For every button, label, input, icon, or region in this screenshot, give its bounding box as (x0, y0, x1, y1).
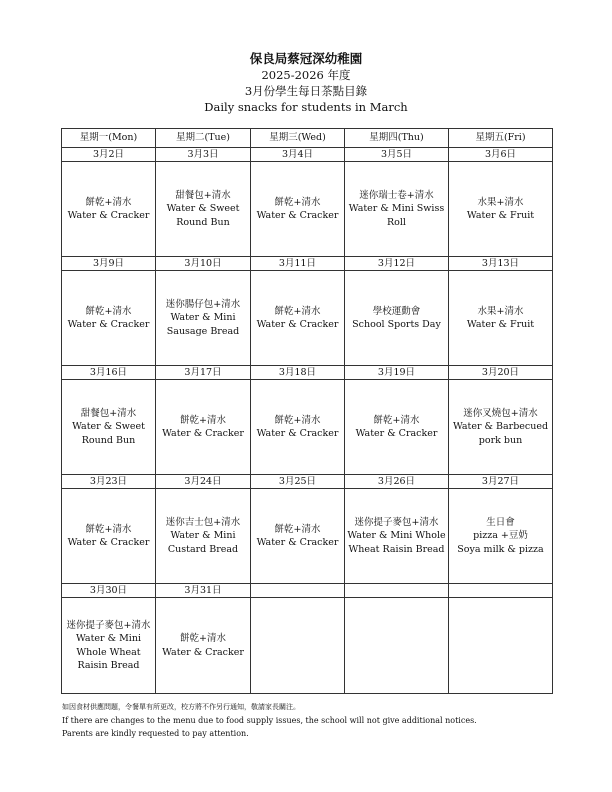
snack-zh: 餅乾+清水 (180, 633, 226, 644)
footer-note-zh: 如因食材供應問題，令餐單有所更改，校方將不作另行通知，敬請家長關注。 (62, 703, 300, 711)
snack-en: Water & Cracker (67, 319, 150, 330)
snack-en: Water & Mini Swiss Roll (348, 203, 445, 228)
date-cell: 3月2日 (62, 148, 156, 162)
document-header (0, 50, 612, 115)
footer-note-en-1: If there are changes to the menu due to food supply issues, the school will not give additional notices. (62, 716, 477, 725)
snack-row (62, 162, 553, 257)
snack-cell (449, 380, 553, 475)
snack-en: Water & Mini Whole Wheat Raisin Bread (75, 633, 141, 671)
date-cell: 3月31日 (156, 584, 251, 598)
snack-menu-table (61, 128, 553, 694)
snack-zh: 餅乾+清水 (180, 414, 226, 426)
date-cell: 3月18日 (251, 366, 345, 380)
snack-en: Water & Cracker (256, 537, 339, 548)
date-cell: 3月30日 (62, 584, 156, 598)
date-row (62, 257, 553, 271)
snack-en: Soya milk & pizza (457, 543, 544, 555)
snack-zh: 迷你提子麥包+清水 (354, 516, 439, 528)
snack-en: Water & Fruit (466, 210, 535, 221)
date-cell: 3月9日 (62, 257, 156, 271)
date-cell: 3月20日 (449, 366, 553, 380)
snack-zh: 餅乾+清水 (274, 523, 321, 535)
snack-cell (62, 380, 156, 475)
date-cell: 3月16日 (62, 366, 156, 380)
date-cell: 3月12日 (345, 257, 449, 271)
date-cell: 3月19日 (345, 366, 449, 380)
snack-cell (345, 489, 449, 584)
snack-zh: 迷你叉燒包+清水 (463, 407, 538, 419)
snack-cell (251, 271, 345, 366)
snack-en: Water & Fruit (466, 319, 535, 330)
snack-en: Water & Barbecued pork bun (452, 421, 549, 446)
date-cell: 3月11日 (251, 257, 345, 271)
snack-cell (345, 271, 449, 366)
weekday-header: 星期二(Tue) (156, 129, 251, 148)
date-cell: 3月24日 (156, 475, 251, 489)
snack-en: School Sports Day (352, 319, 441, 330)
snack-cell (62, 162, 156, 257)
weekday-header: 星期五(Fri) (449, 129, 553, 148)
date-row (62, 584, 553, 598)
snack-cell (449, 162, 553, 257)
weekday-header: 星期四(Thu) (345, 129, 449, 148)
date-cell: 3月26日 (345, 475, 449, 489)
date-row (62, 475, 553, 489)
snack-en: Water & Mini Sausage Bread (166, 312, 240, 337)
snack-en: Water & Cracker (256, 319, 339, 330)
snack-zh: 甜餐包+清水 (175, 189, 231, 201)
snack-cell (156, 162, 251, 257)
snack-cell (449, 489, 553, 584)
snack-en: Water & Cracker (256, 428, 339, 439)
footer-note-en-2: Parents are kindly requested to pay attention. (62, 729, 249, 738)
snack-zh: 餅乾+清水 (373, 414, 420, 426)
date-cell: 3月25日 (251, 475, 345, 489)
snack-cell (345, 380, 449, 475)
weekday-header: 星期一(Mon) (62, 129, 156, 148)
snack-zh: 餅乾+清水 (274, 196, 321, 208)
date-cell: 3月10日 (156, 257, 251, 271)
snack-zh: 餅乾+清水 (274, 414, 321, 426)
date-cell: 3月4日 (251, 148, 345, 162)
snack-zh: 迷你提子麥包+清水 (66, 619, 151, 631)
menu-title-en: Daily snacks for students in March (204, 100, 408, 114)
snack-en: Water & Mini Whole Wheat Raisin Bread (347, 530, 446, 555)
snack-zh: 餅乾+清水 (85, 305, 132, 317)
date-cell: 3月23日 (62, 475, 156, 489)
snack-row (62, 489, 553, 584)
snack-zh: 餅乾+清水 (85, 196, 132, 208)
date-cell: 3月6日 (449, 148, 553, 162)
date-cell (251, 584, 345, 598)
snack-cell (251, 380, 345, 475)
snack-cell (156, 271, 251, 366)
snack-zh: 迷你瑞士卷+清水 (359, 189, 434, 201)
snack-cell (449, 598, 553, 694)
snack-zh-extra: pizza +豆奶 (473, 530, 528, 542)
snack-zh: 迷你腸仔包+清水 (165, 298, 241, 310)
snack-row (62, 380, 553, 475)
snack-cell (345, 598, 449, 694)
date-cell: 3月3日 (156, 148, 251, 162)
snack-en: Water & Cracker (355, 428, 438, 439)
date-cell: 3月27日 (449, 475, 553, 489)
weekday-header-row (62, 129, 553, 148)
date-cell: 3月5日 (345, 148, 449, 162)
snack-zh: 迷你吉士包+清水 (165, 516, 241, 528)
snack-cell (156, 598, 251, 694)
date-row (62, 148, 553, 162)
snack-en: Water & Sweet Round Bun (72, 421, 145, 446)
snack-cell (251, 162, 345, 257)
snack-row (62, 271, 553, 366)
snack-cell (251, 489, 345, 584)
snack-zh: 餅乾+清水 (85, 523, 132, 535)
snack-zh: 生日會 (486, 516, 515, 528)
snack-cell (62, 271, 156, 366)
footer-notes (62, 701, 562, 740)
snack-en: Water & Cracker (162, 646, 244, 658)
snack-en: Water & Cracker (67, 537, 150, 548)
snack-cell (156, 489, 251, 584)
menu-title-zh: 3月份學生每日茶點目錄 (244, 84, 368, 98)
date-row (62, 366, 553, 380)
snack-en: Water & Cracker (256, 210, 339, 221)
snack-cell (62, 489, 156, 584)
snack-zh: 餅乾+清水 (274, 305, 321, 317)
snack-cell (449, 271, 553, 366)
snack-en: Water & Cracker (162, 428, 244, 439)
weekday-header: 星期三(Wed) (251, 129, 345, 148)
snack-en: Water & Sweet Round Bun (166, 203, 240, 228)
snack-zh: 水果+清水 (477, 305, 524, 317)
snack-zh: 學校運動會 (372, 305, 421, 317)
snack-cell (345, 162, 449, 257)
snack-cell (251, 598, 345, 694)
date-cell (345, 584, 449, 598)
snack-en: Water & Cracker (67, 210, 150, 221)
snack-en: Water & Mini Custard Bread (167, 530, 239, 555)
date-cell: 3月17日 (156, 366, 251, 380)
date-cell (449, 584, 553, 598)
snack-cell (156, 380, 251, 475)
date-cell: 3月13日 (449, 257, 553, 271)
snack-cell (62, 598, 156, 694)
snack-row (62, 598, 553, 694)
snack-zh: 水果+清水 (477, 196, 524, 208)
school-year: 2025-2026 年度 (261, 68, 351, 82)
snack-zh: 甜餐包+清水 (80, 407, 137, 419)
school-name: 保良局蔡冠深幼稚園 (249, 51, 363, 66)
